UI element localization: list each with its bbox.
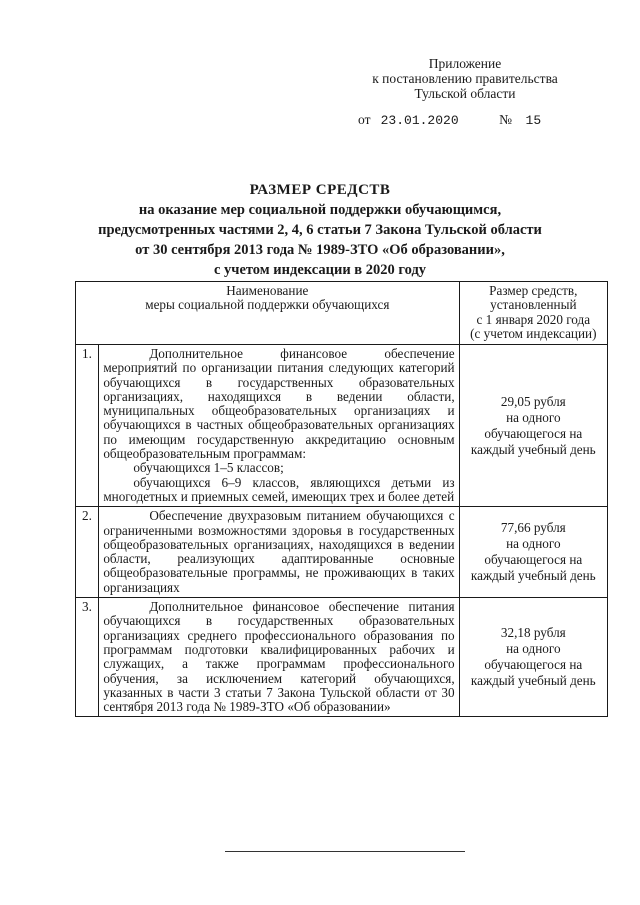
header-name-cell — [76, 282, 460, 345]
row-amount — [459, 345, 607, 507]
table-header-row — [76, 282, 608, 345]
row-number: 2. — [76, 507, 99, 598]
row-description — [99, 507, 459, 598]
decree-date: 23.01.2020 — [380, 113, 459, 128]
header-name-line: меры социальной поддержки обучающихся — [145, 297, 390, 313]
row-description — [99, 345, 459, 507]
row-subitem: обучающихся 6–9 классов, являющихся детьми из многодетных и приемных семей, имеющих трех и более детей — [103, 474, 455, 504]
title-line: на оказание мер социальной поддержки обучающимся, — [138, 202, 502, 218]
amount-text: каждый учебный день — [470, 568, 596, 584]
header-amount-line: Размер средств, — [489, 283, 578, 298]
row-text: Обеспечение двухразовым питанием обучающихся с ограниченными возможностями здоровья в государственных общеобразовательных организациях, находящихся в ведении области, реализующих адаптированные основные общеобразовательные программы, не проживающих в таких организациях — [103, 508, 455, 595]
amount-text: обучающегося на — [484, 657, 583, 673]
table-row — [76, 345, 608, 507]
amount-value: 77,66 рубля — [500, 520, 566, 536]
amount-text: каждый учебный день — [470, 673, 596, 689]
header-amount-cell — [459, 282, 607, 345]
title-main: РАЗМЕР СРЕДСТВ — [249, 182, 391, 198]
decree-from-label: от — [358, 112, 371, 127]
amount-value: 29,05 рубля — [500, 393, 566, 409]
row-description — [99, 598, 459, 717]
row-subitem: обучающихся 1–5 классов; — [133, 460, 284, 476]
decree-number-label: № — [499, 112, 513, 127]
support-measures-table — [75, 281, 608, 717]
title-line: с учетом индексации в 2020 году — [213, 262, 427, 278]
row-amount — [459, 598, 607, 717]
amount-text: на одного — [506, 641, 561, 657]
row-amount — [459, 507, 607, 598]
decree-number: 15 — [525, 113, 542, 128]
bottom-divider — [225, 851, 465, 852]
header-amount-line: установленный — [490, 297, 577, 313]
appendix-block — [360, 56, 570, 101]
row-number: 3. — [76, 598, 99, 717]
title-line: предусмотренных частями 2, 4, 6 статьи 7 Закона Тульской области — [98, 222, 542, 238]
decree-reference — [358, 112, 541, 128]
appendix-line: к постановлению правительства — [372, 71, 558, 86]
title-line: от 30 сентября 2013 года № 1989-ЗТО «Об образовании», — [135, 242, 505, 258]
table-row — [76, 507, 608, 598]
row-text: Дополнительное финансовое обеспечение питания обучающихся в государственных образовательных организациях среднего профессионального образования по программам подготовки квалифицированных рабочих и служащих, а также программам профессионального обучения, за исключением категорий обучающихся, указанных в части 3 статьи 7 Закона Тульской области от 30 сентября 2013 года № 1989-ЗТО «Об образовании» — [103, 599, 455, 715]
header-amount-line: с 1 января 2020 года — [476, 311, 591, 327]
appendix-line: Тульской области — [414, 86, 516, 101]
amount-text: обучающегося на — [484, 425, 583, 441]
row-number: 1. — [76, 345, 99, 507]
row-text: Дополнительное финансовое обеспечение мероприятий по организации питания следующих категорий обучающихся в государственных образовательных организациях, находящихся в ведении области, муниципальных общеобразовательных организациях и обучающихся в частных общеобразовательных организациях по имеющим государственную аккредитацию основным общеобразовательным программам: — [103, 346, 455, 462]
amount-value: 32,18 рубля — [500, 625, 566, 641]
header-name-line: Наименование — [226, 283, 309, 298]
table-row — [76, 598, 608, 717]
amount-text: обучающегося на — [484, 552, 583, 568]
amount-text: каждый учебный день — [470, 441, 596, 457]
document-title — [60, 180, 580, 280]
appendix-line: Приложение — [428, 56, 502, 71]
header-amount-line: (с учетом индексации) — [470, 325, 597, 341]
amount-text: на одного — [506, 409, 561, 425]
amount-text: на одного — [506, 536, 561, 552]
